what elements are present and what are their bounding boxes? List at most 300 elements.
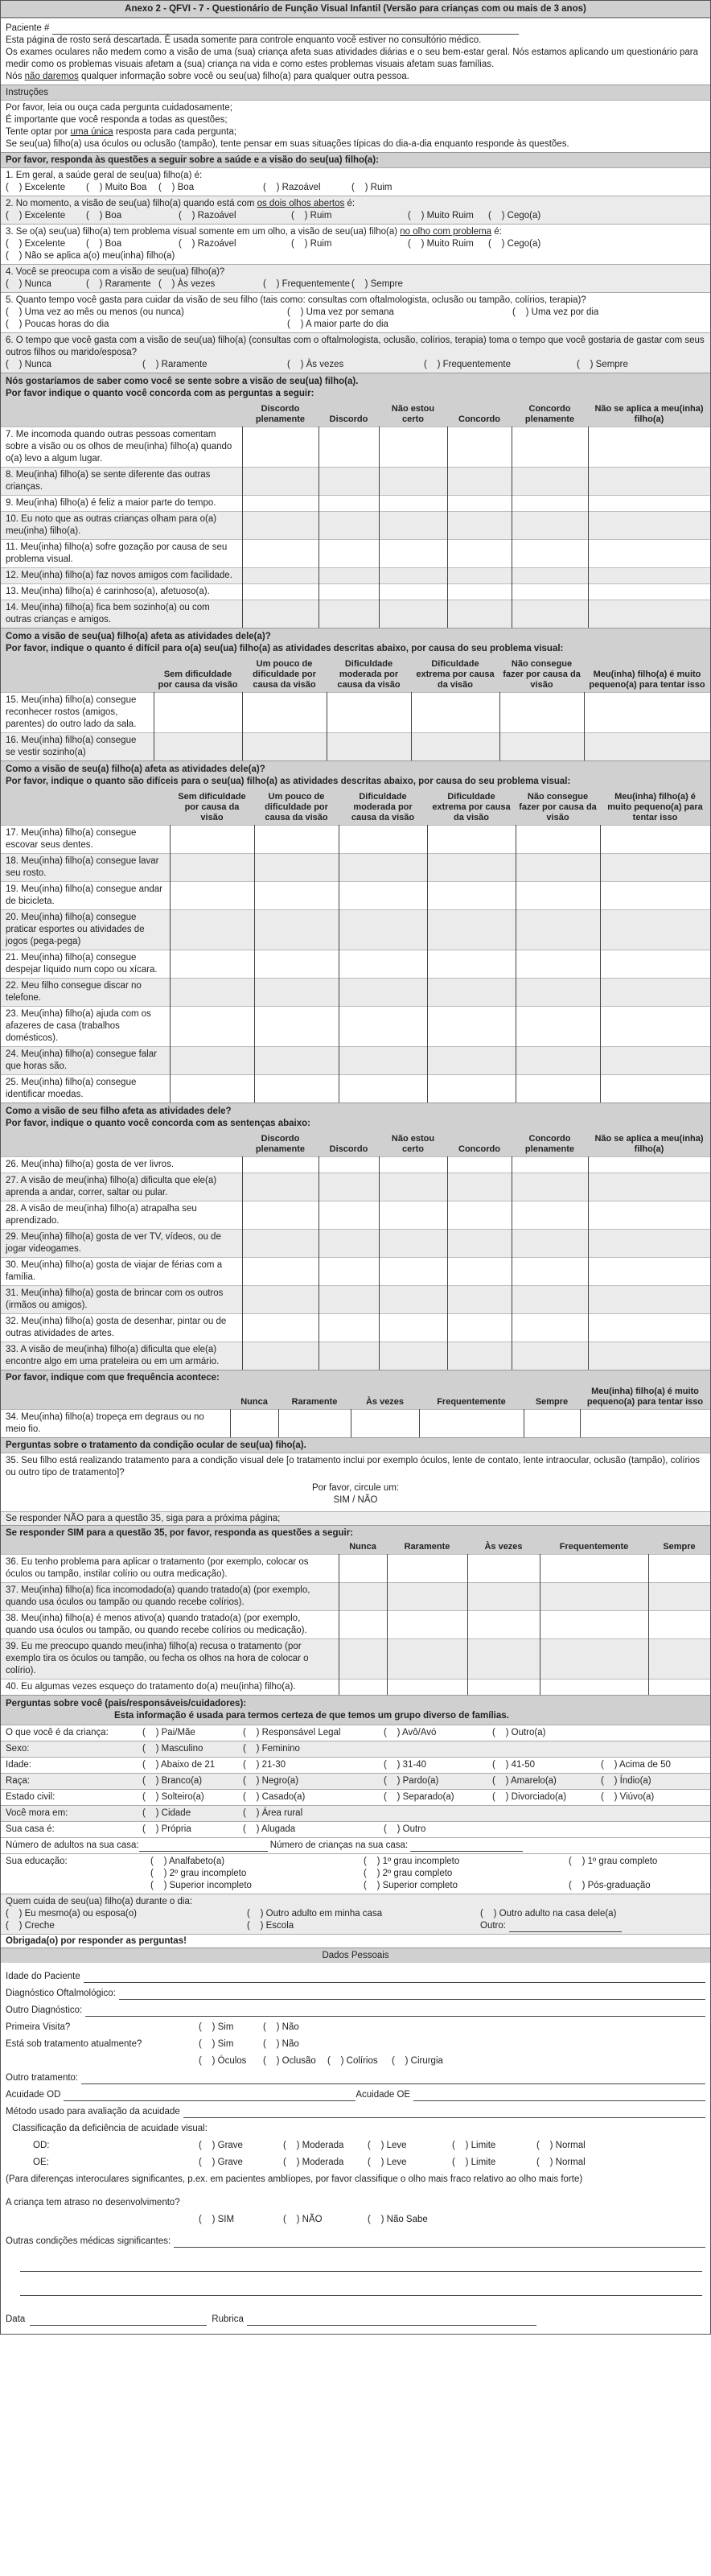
first-visit-yes[interactable]: ( ) Sim [199, 2022, 263, 2034]
answer-cell[interactable] [242, 1230, 319, 1258]
option-viuvo-a[interactable]: ( ) Viúvo(a) [601, 1791, 705, 1803]
option-sempre[interactable]: ( ) Sempre [351, 278, 705, 291]
answer-cell[interactable] [512, 1173, 588, 1201]
option-ruim[interactable]: ( ) Ruim [291, 238, 408, 250]
answer-cell[interactable] [242, 468, 319, 496]
patient-number-field[interactable] [52, 25, 519, 35]
answer-cell[interactable] [588, 568, 710, 584]
option-cego-a[interactable]: ( ) Cego(a) [488, 238, 705, 250]
answer-cell[interactable] [339, 1583, 387, 1611]
option-a-maior-parte-do-dia[interactable]: ( ) A maior parte do dia [287, 319, 512, 331]
option-boa[interactable]: ( ) Boa [86, 210, 179, 222]
answer-cell[interactable] [379, 584, 447, 600]
education-option-superior-incompleto[interactable]: ( ) Superior incompleto [150, 1880, 364, 1892]
answer-cell[interactable] [242, 427, 319, 468]
answer-cell[interactable] [512, 512, 588, 540]
answer-cell[interactable] [588, 1201, 710, 1230]
option-excelente[interactable]: ( ) Excelente [6, 238, 86, 250]
under-treatment-yes[interactable]: ( ) Sim [199, 2038, 263, 2050]
option-raramente[interactable]: ( ) Raramente [142, 359, 287, 371]
answer-cell[interactable] [540, 1555, 648, 1583]
answer-cell[interactable] [387, 1583, 467, 1611]
answer-cell[interactable] [588, 1258, 710, 1286]
answer-cell[interactable] [319, 1258, 379, 1286]
conditions-field-1[interactable] [174, 2238, 705, 2248]
q3-option-not-applicable[interactable]: ( ) Não se aplica a(o) meu(inha) filho(a) [6, 251, 175, 261]
answer-cell[interactable] [387, 1611, 467, 1639]
answer-cell[interactable] [379, 512, 447, 540]
answer-cell[interactable] [339, 854, 427, 882]
acuity-oe-field[interactable] [413, 2092, 705, 2101]
option-21-30[interactable]: ( ) 21-30 [243, 1759, 384, 1771]
answer-cell[interactable] [427, 910, 516, 950]
answer-cell[interactable] [254, 826, 339, 854]
answer-cell[interactable] [379, 496, 447, 512]
answer-cell[interactable] [447, 600, 512, 629]
answer-cell[interactable] [427, 1007, 516, 1047]
answer-cell[interactable] [242, 693, 327, 733]
answer-cell[interactable] [467, 1555, 540, 1583]
option-amarelo-a[interactable]: ( ) Amarelo(a) [492, 1775, 601, 1787]
answer-cell[interactable] [512, 1157, 588, 1173]
care-other-field[interactable] [509, 1923, 622, 1932]
answer-cell[interactable] [512, 468, 588, 496]
option-31-40[interactable]: ( ) 31-40 [384, 1759, 492, 1771]
answer-cell[interactable] [467, 1680, 540, 1696]
answer-cell[interactable] [278, 1410, 351, 1438]
oe-level-moderada[interactable]: ( ) Moderada [283, 2157, 368, 2169]
answer-cell[interactable] [580, 1410, 710, 1438]
answer-cell[interactable] [254, 1007, 339, 1047]
answer-cell[interactable] [648, 1555, 710, 1583]
answer-cell[interactable] [540, 1583, 648, 1611]
option-negro-a[interactable]: ( ) Negro(a) [243, 1775, 384, 1787]
answer-cell[interactable] [447, 540, 512, 568]
answer-cell[interactable] [600, 882, 710, 910]
answer-cell[interactable] [170, 950, 254, 979]
oe-level-normal[interactable]: ( ) Normal [536, 2157, 621, 2169]
option-divorciado-a[interactable]: ( ) Divorciado(a) [492, 1791, 601, 1803]
adults-count-field[interactable] [139, 1842, 268, 1852]
answer-cell[interactable] [339, 979, 427, 1007]
care-option-escola[interactable]: ( ) Escola [247, 1920, 480, 1932]
answer-cell[interactable] [467, 1639, 540, 1680]
answer-cell[interactable] [170, 1047, 254, 1075]
option-as-vezes[interactable]: ( ) Às vezes [287, 359, 424, 371]
option-outro-a[interactable]: ( ) Outro(a) [492, 1727, 601, 1739]
answer-cell[interactable] [447, 1173, 512, 1201]
answer-cell[interactable] [319, 1314, 379, 1342]
answer-cell[interactable] [512, 540, 588, 568]
option-avo-avo[interactable]: ( ) Avô/Avó [384, 1727, 492, 1739]
option-ruim[interactable]: ( ) Ruim [351, 182, 705, 194]
option-muito-ruim[interactable]: ( ) Muito Ruim [408, 210, 488, 222]
answer-cell[interactable] [319, 1173, 379, 1201]
option-excelente[interactable]: ( ) Excelente [6, 182, 86, 194]
answer-cell[interactable] [516, 854, 600, 882]
option-casado-a[interactable]: ( ) Casado(a) [243, 1791, 384, 1803]
answer-cell[interactable] [319, 1342, 379, 1370]
answer-cell[interactable] [600, 1007, 710, 1047]
treatment-type-oclusao[interactable]: ( ) Oclusão [263, 2055, 327, 2067]
option-razoavel[interactable]: ( ) Razoável [179, 238, 291, 250]
answer-cell[interactable] [512, 1230, 588, 1258]
under-treatment-no[interactable]: ( ) Não [263, 2038, 299, 2050]
answer-cell[interactable] [447, 1258, 512, 1286]
answer-cell[interactable] [419, 1410, 524, 1438]
answer-cell[interactable] [379, 1157, 447, 1173]
oe-level-leve[interactable]: ( ) Leve [368, 2157, 452, 2169]
option-nunca[interactable]: ( ) Nunca [6, 359, 142, 371]
answer-cell[interactable] [379, 1173, 447, 1201]
option-frequentemente[interactable]: ( ) Frequentemente [424, 359, 577, 371]
answer-cell[interactable] [588, 1173, 710, 1201]
care-option-outro-adulto-em-minha-casa[interactable]: ( ) Outro adulto em minha casa [247, 1908, 480, 1920]
answer-cell[interactable] [379, 468, 447, 496]
answer-cell[interactable] [427, 979, 516, 1007]
answer-cell[interactable] [339, 1075, 427, 1103]
answer-cell[interactable] [600, 950, 710, 979]
answer-cell[interactable] [242, 1258, 319, 1286]
answer-cell[interactable] [339, 1007, 427, 1047]
answer-cell[interactable] [467, 1583, 540, 1611]
answer-cell[interactable] [512, 496, 588, 512]
answer-cell[interactable] [319, 496, 379, 512]
option-razoavel[interactable]: ( ) Razoável [263, 182, 351, 194]
option-propria[interactable]: ( ) Própria [142, 1824, 243, 1836]
answer-cell[interactable] [427, 826, 516, 854]
other-diagnosis-field[interactable] [85, 2007, 705, 2017]
option-muito-boa[interactable]: ( ) Muito Boa [86, 182, 158, 194]
education-option-2-grau-completo[interactable]: ( ) 2º grau completo [364, 1868, 569, 1880]
care-option-outro-adulto-na-casa-dele-a[interactable]: ( ) Outro adulto na casa dele(a) [480, 1908, 705, 1920]
option-responsavel-legal[interactable]: ( ) Responsável Legal [243, 1727, 384, 1739]
option-separado-a[interactable]: ( ) Separado(a) [384, 1791, 492, 1803]
answer-cell[interactable] [447, 568, 512, 584]
oe-level-limite[interactable]: ( ) Limite [452, 2157, 536, 2169]
answer-cell[interactable] [242, 540, 319, 568]
option-cidade[interactable]: ( ) Cidade [142, 1807, 243, 1820]
od-level-grave[interactable]: ( ) Grave [199, 2140, 283, 2152]
answer-cell[interactable] [319, 540, 379, 568]
answer-cell[interactable] [512, 1314, 588, 1342]
answer-cell[interactable] [379, 568, 447, 584]
acuity-method-field[interactable] [183, 2108, 705, 2118]
answer-cell[interactable] [648, 1639, 710, 1680]
answer-cell[interactable] [327, 733, 411, 761]
answer-cell[interactable] [512, 584, 588, 600]
acuity-od-field[interactable] [64, 2092, 356, 2101]
answer-cell[interactable] [516, 950, 600, 979]
answer-cell[interactable] [447, 584, 512, 600]
option-cego-a[interactable]: ( ) Cego(a) [488, 210, 705, 222]
answer-cell[interactable] [447, 1157, 512, 1173]
answer-cell[interactable] [319, 468, 379, 496]
first-visit-no[interactable]: ( ) Não [263, 2022, 299, 2034]
answer-cell[interactable] [379, 427, 447, 468]
date-field[interactable] [30, 2316, 207, 2326]
care-option-creche[interactable]: ( ) Creche [6, 1920, 247, 1932]
answer-cell[interactable] [387, 1639, 467, 1680]
answer-cell[interactable] [379, 1342, 447, 1370]
answer-cell[interactable] [648, 1680, 710, 1696]
answer-cell[interactable] [588, 584, 710, 600]
answer-cell[interactable] [339, 910, 427, 950]
answer-cell[interactable] [427, 950, 516, 979]
answer-cell[interactable] [600, 854, 710, 882]
treatment-type-oculos[interactable]: ( ) Óculos [199, 2055, 263, 2067]
option-raramente[interactable]: ( ) Raramente [86, 278, 158, 291]
option-area-rural[interactable]: ( ) Área rural [243, 1807, 384, 1820]
answer-cell[interactable] [339, 882, 427, 910]
answer-cell[interactable] [387, 1555, 467, 1583]
option-poucas-horas-do-dia[interactable]: ( ) Poucas horas do dia [6, 319, 287, 331]
answer-cell[interactable] [411, 733, 499, 761]
answer-cell[interactable] [588, 1286, 710, 1314]
answer-cell[interactable] [319, 1230, 379, 1258]
answer-cell[interactable] [170, 1075, 254, 1103]
answer-cell[interactable] [379, 1258, 447, 1286]
answer-cell[interactable] [242, 733, 327, 761]
answer-cell[interactable] [170, 910, 254, 950]
answer-cell[interactable] [319, 600, 379, 629]
answer-cell[interactable] [242, 512, 319, 540]
answer-cell[interactable] [588, 468, 710, 496]
option-as-vezes[interactable]: ( ) Às vezes [158, 278, 263, 291]
answer-cell[interactable] [387, 1680, 467, 1696]
answer-cell[interactable] [447, 512, 512, 540]
answer-cell[interactable] [512, 1201, 588, 1230]
answer-cell[interactable] [242, 1157, 319, 1173]
answer-cell[interactable] [319, 584, 379, 600]
answer-cell[interactable] [379, 540, 447, 568]
answer-cell[interactable] [447, 1314, 512, 1342]
answer-cell[interactable] [242, 568, 319, 584]
answer-cell[interactable] [411, 693, 499, 733]
answer-cell[interactable] [319, 568, 379, 584]
answer-cell[interactable] [254, 1047, 339, 1075]
answer-cell[interactable] [516, 910, 600, 950]
conditions-field-3[interactable] [20, 2286, 702, 2296]
signature-field[interactable] [247, 2316, 536, 2326]
answer-cell[interactable] [512, 600, 588, 629]
answer-cell[interactable] [242, 1342, 319, 1370]
answer-cell[interactable] [516, 1047, 600, 1075]
od-level-normal[interactable]: ( ) Normal [536, 2140, 621, 2152]
answer-cell[interactable] [230, 1410, 278, 1438]
answer-cell[interactable] [588, 1342, 710, 1370]
option-alugada[interactable]: ( ) Alugada [243, 1824, 384, 1836]
delay-option-nao-sabe[interactable]: ( ) Não Sabe [368, 2214, 452, 2226]
option-branco-a[interactable]: ( ) Branco(a) [142, 1775, 243, 1787]
option-muito-ruim[interactable]: ( ) Muito Ruim [408, 238, 488, 250]
answer-cell[interactable] [588, 496, 710, 512]
answer-cell[interactable] [516, 882, 600, 910]
option-frequentemente[interactable]: ( ) Frequentemente [263, 278, 351, 291]
answer-cell[interactable] [154, 693, 242, 733]
answer-cell[interactable] [327, 693, 411, 733]
delay-option-sim[interactable]: ( ) SIM [199, 2214, 283, 2226]
children-count-field[interactable] [410, 1842, 523, 1852]
answer-cell[interactable] [242, 1201, 319, 1230]
answer-cell[interactable] [254, 882, 339, 910]
answer-cell[interactable] [516, 1007, 600, 1047]
answer-cell[interactable] [516, 826, 600, 854]
answer-cell[interactable] [379, 1230, 447, 1258]
answer-cell[interactable] [588, 1230, 710, 1258]
answer-cell[interactable] [319, 1286, 379, 1314]
education-option-2-grau-incompleto[interactable]: ( ) 2º grau incompleto [150, 1868, 364, 1880]
answer-cell[interactable] [379, 1286, 447, 1314]
answer-cell[interactable] [242, 1314, 319, 1342]
diagnosis-field[interactable] [119, 1990, 705, 2000]
answer-cell[interactable] [339, 1680, 387, 1696]
option-indio-a[interactable]: ( ) Índio(a) [601, 1775, 705, 1787]
option-uma-vez-por-dia[interactable]: ( ) Uma vez por dia [512, 307, 705, 319]
option-solteiro-a[interactable]: ( ) Solteiro(a) [142, 1791, 243, 1803]
od-level-limite[interactable]: ( ) Limite [452, 2140, 536, 2152]
answer-cell[interactable] [319, 512, 379, 540]
answer-cell[interactable] [351, 1410, 419, 1438]
option-uma-vez-ao-mes-ou-menos-ou-nunca[interactable]: ( ) Uma vez ao mês ou menos (ou nunca) [6, 307, 287, 319]
answer-cell[interactable] [600, 910, 710, 950]
answer-cell[interactable] [516, 979, 600, 1007]
education-option-1-grau-incompleto[interactable]: ( ) 1º grau incompleto [364, 1856, 569, 1868]
answer-cell[interactable] [512, 427, 588, 468]
od-level-moderada[interactable]: ( ) Moderada [283, 2140, 368, 2152]
conditions-field-2[interactable] [20, 2262, 702, 2272]
care-option-eu-mesmo-a-ou-esposa-o[interactable]: ( ) Eu mesmo(a) ou esposa(o) [6, 1908, 247, 1920]
answer-cell[interactable] [588, 540, 710, 568]
answer-cell[interactable] [524, 1410, 580, 1438]
answer-cell[interactable] [512, 568, 588, 584]
answer-cell[interactable] [588, 1314, 710, 1342]
answer-cell[interactable] [516, 1075, 600, 1103]
answer-cell[interactable] [242, 1173, 319, 1201]
option-nunca[interactable]: ( ) Nunca [6, 278, 86, 291]
answer-cell[interactable] [600, 1047, 710, 1075]
answer-cell[interactable] [499, 693, 584, 733]
answer-cell[interactable] [339, 1555, 387, 1583]
option-sempre[interactable]: ( ) Sempre [577, 359, 705, 371]
answer-cell[interactable] [540, 1639, 648, 1680]
option-abaixo-de-21[interactable]: ( ) Abaixo de 21 [142, 1759, 243, 1771]
option-masculino[interactable]: ( ) Masculino [142, 1743, 243, 1755]
answer-cell[interactable] [427, 1047, 516, 1075]
answer-cell[interactable] [254, 910, 339, 950]
answer-cell[interactable] [379, 600, 447, 629]
answer-cell[interactable] [588, 512, 710, 540]
answer-cell[interactable] [584, 733, 710, 761]
answer-cell[interactable] [600, 979, 710, 1007]
answer-cell[interactable] [379, 1314, 447, 1342]
od-level-leve[interactable]: ( ) Leve [368, 2140, 452, 2152]
education-option-pos-graduacao[interactable]: ( ) Pós-graduação [569, 1880, 705, 1892]
answer-cell[interactable] [242, 600, 319, 629]
option-acima-de-50[interactable]: ( ) Acima de 50 [601, 1759, 705, 1771]
treatment-type-colirios[interactable]: ( ) Colírios [327, 2055, 392, 2067]
answer-cell[interactable] [600, 826, 710, 854]
education-option-superior-completo[interactable]: ( ) Superior completo [364, 1880, 569, 1892]
answer-cell[interactable] [447, 1201, 512, 1230]
answer-cell[interactable] [447, 1230, 512, 1258]
answer-cell[interactable] [379, 1201, 447, 1230]
answer-cell[interactable] [427, 854, 516, 882]
answer-cell[interactable] [339, 826, 427, 854]
answer-cell[interactable] [242, 584, 319, 600]
option-boa[interactable]: ( ) Boa [158, 182, 263, 194]
answer-cell[interactable] [319, 1157, 379, 1173]
answer-cell[interactable] [254, 1075, 339, 1103]
treatment-type-cirurgia[interactable]: ( ) Cirurgia [392, 2055, 456, 2067]
answer-cell[interactable] [600, 1075, 710, 1103]
delay-option-nao[interactable]: ( ) NÃO [283, 2214, 368, 2226]
answer-cell[interactable] [512, 1258, 588, 1286]
answer-cell[interactable] [339, 950, 427, 979]
option-outro[interactable]: ( ) Outro [384, 1824, 492, 1836]
answer-cell[interactable] [512, 1342, 588, 1370]
answer-cell[interactable] [170, 882, 254, 910]
option-pai-mae[interactable]: ( ) Pai/Mãe [142, 1727, 243, 1739]
answer-cell[interactable] [339, 1639, 387, 1680]
answer-cell[interactable] [254, 854, 339, 882]
oe-level-grave[interactable]: ( ) Grave [199, 2157, 283, 2169]
answer-cell[interactable] [467, 1611, 540, 1639]
answer-cell[interactable] [254, 979, 339, 1007]
answer-cell[interactable] [447, 496, 512, 512]
answer-cell[interactable] [339, 1047, 427, 1075]
answer-cell[interactable] [588, 600, 710, 629]
answer-cell[interactable] [242, 496, 319, 512]
answer-cell[interactable] [170, 1007, 254, 1047]
option-boa[interactable]: ( ) Boa [86, 238, 179, 250]
option-excelente[interactable]: ( ) Excelente [6, 210, 86, 222]
answer-cell[interactable] [499, 733, 584, 761]
answer-cell[interactable] [447, 1286, 512, 1314]
patient-age-field[interactable] [84, 1973, 705, 1983]
answer-cell[interactable] [339, 1611, 387, 1639]
answer-cell[interactable] [540, 1611, 648, 1639]
answer-cell[interactable] [154, 733, 242, 761]
education-option-analfabeto-a[interactable]: ( ) Analfabeto(a) [150, 1856, 364, 1868]
answer-cell[interactable] [584, 693, 710, 733]
answer-cell[interactable] [170, 826, 254, 854]
answer-cell[interactable] [648, 1611, 710, 1639]
answer-cell[interactable] [447, 427, 512, 468]
option-ruim[interactable]: ( ) Ruim [291, 210, 408, 222]
answer-cell[interactable] [512, 1286, 588, 1314]
answer-cell[interactable] [170, 979, 254, 1007]
answer-cell[interactable] [319, 1201, 379, 1230]
answer-cell[interactable] [254, 950, 339, 979]
answer-cell[interactable] [588, 1157, 710, 1173]
answer-cell[interactable] [319, 427, 379, 468]
other-treatment-field[interactable] [81, 2075, 705, 2084]
option-razoavel[interactable]: ( ) Razoável [179, 210, 291, 222]
answer-cell[interactable] [447, 468, 512, 496]
option-feminino[interactable]: ( ) Feminino [243, 1743, 384, 1755]
answer-cell[interactable] [427, 1075, 516, 1103]
answer-cell[interactable] [242, 1286, 319, 1314]
option-41-50[interactable]: ( ) 41-50 [492, 1759, 601, 1771]
answer-cell[interactable] [170, 854, 254, 882]
option-pardo-a[interactable]: ( ) Pardo(a) [384, 1775, 492, 1787]
answer-cell[interactable] [427, 882, 516, 910]
answer-cell[interactable] [540, 1680, 648, 1696]
sim-nao-choice[interactable]: SIM / NÃO [333, 1495, 378, 1505]
answer-cell[interactable] [447, 1342, 512, 1370]
option-uma-vez-por-semana[interactable]: ( ) Uma vez por semana [287, 307, 512, 319]
